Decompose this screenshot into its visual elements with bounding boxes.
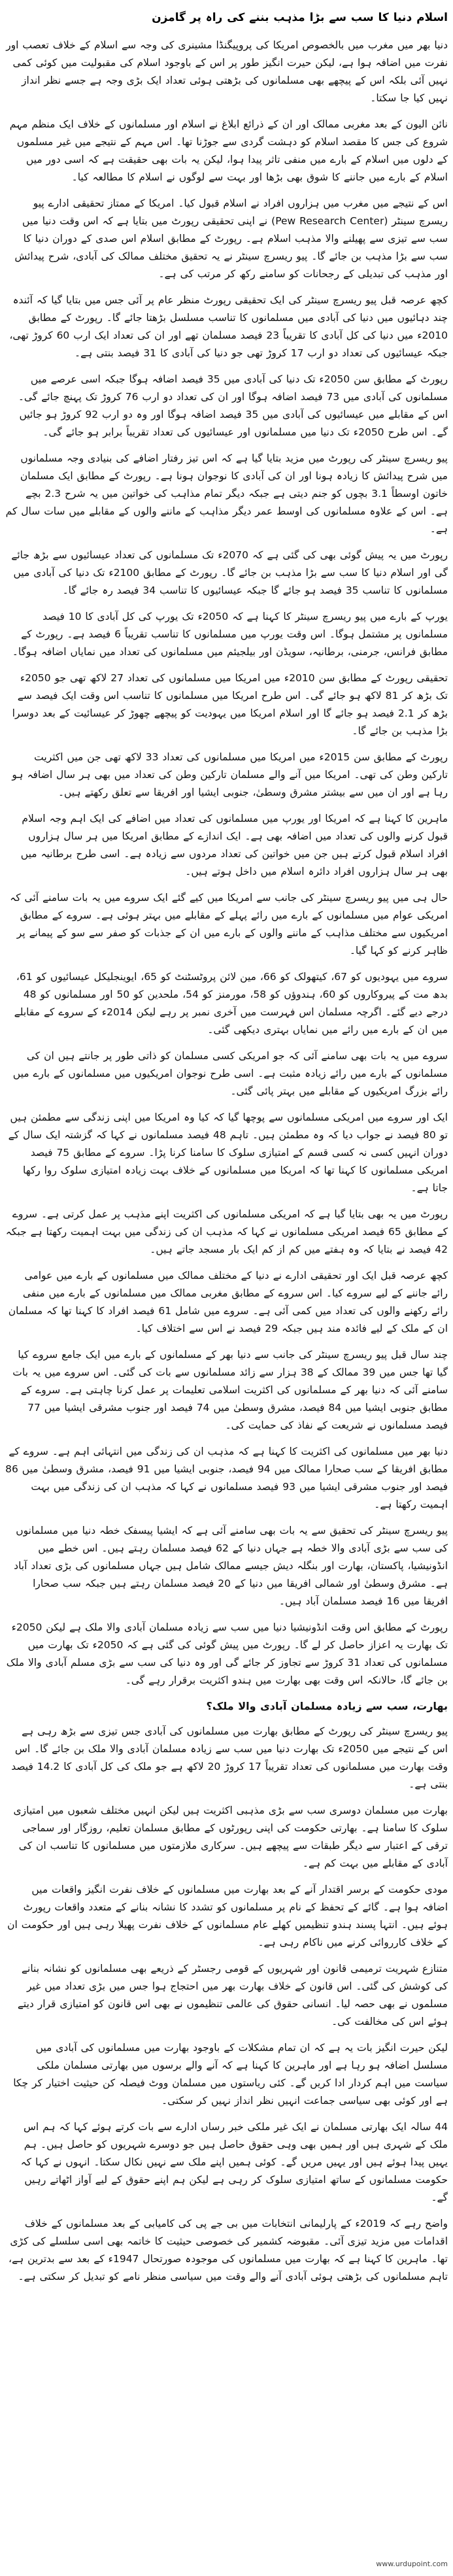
paragraph: حال ہی میں پیو ریسرچ سینٹر کی جانب سے امریکا میں کیے گئے ایک سروے میں یہ بات سامنے آئی کہ امریکی عوام میں مسلمانوں کے بارے میں رائے پہلے کے مقابلے میں بہتر ہوئی ہے۔ سروے کے مطابق امریکیوں سے مختلف مذاہب کے ماننے والوں کے بارے میں ان کے جذبات کو صفر سے سو کے پیمانے پر ظاہر کرنے کو کہا گیا۔ bbox=[10, 892, 448, 957]
paragraph: کچھ عرصہ قبل پیو ریسرچ سینٹر کی ایک تحقیقی رپورٹ منظر عام پر آئی جس میں بتایا گیا کہ آئندہ چند دہائیوں میں دنیا کی آبادی میں مسلمانوں کا تناسب مسلسل بڑھتا جائے گا۔ رپورٹ کے مطابق 2010ء میں دنیا کی کل آبادی کا تقریباً 23 فیصد مسلمان تھے اور ان کی تعداد ایک ارب 60 کروڑ تھی، جبکہ عیسائیوں کی تعداد دو ارب 17 کروڑ تھی جو دنیا کی آبادی کا 31 فیصد بنتی ہے۔ bbox=[9, 294, 448, 359]
paragraph: کچھ عرصہ قبل ایک اور تحقیقی ادارے نے دنیا کے مختلف ممالک میں مسلمانوں کے بارے میں عوامی رائے جاننے کے لیے سروے کیا۔ اس سروے کے مطابق مغربی ممالک میں مسلمانوں کے بارے میں منفی رائے رکھنے والوں کی تعداد میں کمی آئی ہے۔ سروے میں شامل 61 فیصد افراد کا کہنا تھا کہ مسلمان ان کے ملک کے لیے فائدہ مند ہیں جبکہ 29 فیصد نے اس سے اختلاف کیا۔ bbox=[8, 1270, 448, 1334]
paragraph: ماہرین کا کہنا ہے کہ امریکا اور یورپ میں مسلمانوں کی تعداد میں اضافے کی ایک اہم وجہ اسلام قبول کرنے والوں کی تعداد میں اضافہ بھی ہے۔ ایک اندازے کے مطابق امریکا میں ہر سال ہزاروں افراد اسلام قبول کرتے ہیں جن میں خواتین کی تعداد مردوں سے زیادہ ہے۔ اسی طرح برطانیہ میں بھی ہر سال ہزاروں افراد دائرہ اسلام میں داخل ہوتے ہیں۔ bbox=[20, 813, 448, 877]
article-title: اسلام دنیا کا سب سے بڑا مذہب بننے کی راہ پر گامزن bbox=[152, 11, 448, 24]
paragraph: دنیا بھر میں مسلمانوں کی اکثریت کا کہنا ہے کہ مذہب ان کی زندگی میں انتہائی اہم ہے۔ سروے کے مطابق افریقا کے سب صحارا ممالک میں 94 فیصد، جنوبی ایشیا میں 91 فیصد، مشرق وسطیٰ میں 86 فیصد اور جنوب مشرقی ایشیا میں 93 فیصد مسلمانوں نے کہا کہ مذہب ان کی زندگی میں بہت اہمیت رکھتا ہے۔ bbox=[5, 1446, 448, 1510]
paragraph: مودی حکومت کے برسر اقتدار آنے کے بعد بھارت میں مسلمانوں کے خلاف نفرت انگیز واقعات میں اضافہ ہوا ہے۔ گائے کے تحفظ کے نام پر مسلمانوں کو تشدد کا نشانہ بنانے کے متعدد واقعات رپورٹ ہوئے ہیں۔ انتہا پسند ہندو تنظیمیں کھلے عام مسلمانوں کے خلاف نفرت پھیلا رہی ہیں اور حکومت ان کے خلاف کارروائی کرنے میں ناکام رہی ہے۔ bbox=[7, 1884, 448, 1948]
paragraph: سروے میں یہودیوں کو 67، کیتھولک کو 66، مین لائن پروٹسٹنٹ کو 65، ایوینجلیکل عیسائیوں کو 61، بدھ مت کے پیروکاروں کو 60، ہندوؤں کو 58، مورمنز کو 54، ملحدین کو 50 اور مسلمانوں کو 48 درجے دیے گئے۔ اگرچہ مسلمان اس فہرست میں آخری نمبر پر رہے لیکن 2014ء کے سروے کے مقابلے میں ان کے بارے میں رائے میں نمایاں بہتری دیکھی گئی۔ bbox=[14, 971, 448, 1036]
paragraph: تحقیقی رپورٹ کے مطابق سن 2010ء میں امریکا میں مسلمانوں کی تعداد 27 لاکھ تھی جو 2050ء تک بڑھ کر 81 لاکھ ہو جائے گی۔ اس طرح امریکا میں مسلمانوں کا تناسب اس وقت ایک فیصد سے بڑھ کر 2.1 فیصد ہو جائے گا اور اسلام امریکا میں یہودیت کو پیچھے چھوڑ کر عیسائیت کے بعد دوسرا بڑا مذہب بن جائے گا۔ bbox=[12, 672, 448, 737]
paragraph: پیو ریسرچ سینٹر کی تحقیق سے یہ بات بھی سامنے آئی ہے کہ ایشیا پیسفک خطہ دنیا میں مسلمانوں کی سب سے بڑی آبادی والا خطہ ہے جہاں دنیا کے 62 فیصد مسلمان رہتے ہیں۔ اس خطے میں انڈونیشیا، پاکستان، بھارت اور بنگلہ دیش جیسے ممالک شامل ہیں جہاں مسلمانوں کی بڑی تعداد آباد ہے۔ مشرق وسطیٰ اور شمالی افریقا میں دنیا کے 20 فیصد مسلمان رہتے ہیں جبکہ سب صحارا افریقا میں 16 فیصد مسلمان آباد ہیں۔ bbox=[14, 1525, 448, 1607]
paragraph: رپورٹ میں یہ پیش گوئی بھی کی گئی ہے کہ 2070ء تک مسلمانوں کی تعداد عیسائیوں سے بڑھ جائے گی اور اسلام دنیا کا سب سے بڑا مذہب بن جائے گا۔ رپورٹ کے مطابق 2100ء تک دنیا کی آبادی میں مسلمانوں کا تناسب 35 فیصد ہو جائے گا جبکہ عیسائیوں کا تناسب 34 فیصد رہ جائے گا۔ bbox=[11, 549, 448, 596]
paragraph: متنازع شہریت ترمیمی قانون اور شہریوں کے قومی رجسٹر کے ذریعے بھی مسلمانوں کو نشانہ بنانے کی کوشش کی گئی۔ اس قانون کے خلاف بھارت بھر میں احتجاج ہوا جس میں بڑی تعداد میں غیر مسلموں نے بھی حصہ لیا۔ انسانی حقوق کی عالمی تنظیموں نے بھی اس قانون کو امتیازی قرار دیتے ہوئے اس کی مخالفت کی۔ bbox=[17, 1963, 448, 2027]
paragraph: لیکن حیرت انگیز بات یہ ہے کہ ان تمام مشکلات کے باوجود بھارت میں مسلمانوں کی آبادی میں مسلسل اضافہ ہو رہا ہے اور ماہرین کا کہنا ہے کہ آنے والے برسوں میں بھارتی مسلمان ملکی سیاست میں اہم کردار ادا کریں گے۔ کئی ریاستوں میں مسلمان ووٹ فیصلہ کن حیثیت اختیار کر چکا ہے اور کوئی بھی سیاسی جماعت انہیں نظر انداز نہیں کر سکتی۔ bbox=[13, 2042, 448, 2107]
paragraph: پیو ریسرچ سینٹر کی رپورٹ کے مطابق بھارت میں مسلمانوں کی آبادی جس تیزی سے بڑھ رہی ہے اس کے نتیجے میں 2050ء تک بھارت دنیا میں سب سے زیادہ مسلمان آبادی والا ملک بن جائے گا۔ اس وقت بھارت میں مسلمانوں کی تعداد تقریباً 17 کروڑ 20 لاکھ ہے جو ملک کی کل آبادی کا 14.2 فیصد بنتی ہے۔ bbox=[11, 1725, 448, 1790]
paragraph: رپورٹ کے مطابق اس وقت انڈونیشیا دنیا میں سب سے زیادہ مسلمان آبادی والا ملک ہے لیکن 2050ء تک بھارت یہ اعزاز حاصل کر لے گا۔ رپورٹ میں پیش گوئی کی گئی ہے کہ 2050ء تک بھارت میں مسلمانوں کی تعداد 31 کروڑ سے تجاوز کر جائے گی اور وہ دنیا کی سب سے بڑی مسلم آبادی والا ملک بن جائے گا، حالانکہ اس وقت بھی بھارت میں ہندو اکثریت برقرار رہے گی۔ bbox=[6, 1621, 448, 1686]
paragraph: چند سال قبل پیو ریسرچ سینٹر کی جانب سے دنیا بھر کے مسلمانوں کے بارے میں ایک جامع سروے کیا گیا تھا جس میں 39 ممالک کے 38 ہزار سے زائد مسلمانوں سے بات کی گئی۔ اس سروے میں یہ بات سامنے آئی کہ دنیا بھر کے مسلمانوں کی اکثریت اسلامی تعلیمات پر عمل کرنا چاہتی ہے۔ سروے کے مطابق جنوبی ایشیا میں 84 فیصد، مشرق وسطیٰ میں 74 فیصد اور جنوب مشرقی ایشیا میں 77 فیصد مسلمانوں نے شریعت کے نفاذ کی حمایت کی۔ bbox=[12, 1349, 448, 1431]
paragraph: پیو ریسرچ سینٹر کی رپورٹ میں مزید بتایا گیا ہے کہ اس تیز رفتار اضافے کی بنیادی وجہ مسلمانوں میں شرح پیدائش کا زیادہ ہونا اور ان کی آبادی کا نوجوان ہونا ہے۔ رپورٹ کے مطابق ایک مسلمان خاتون اوسطاً 3.1 بچوں کو جنم دیتی ہے جبکہ دیگر تمام مذاہب کی خواتین میں یہ شرح 2.3 بچے ہے۔ اس کے علاوہ مسلمانوں کی اوسط عمر دیگر مذاہب کے ماننے والوں کے مقابلے میں سات سال کم ہے۔ bbox=[5, 452, 448, 535]
paragraph: دنیا بھر میں مغرب میں بالخصوص امریکا کی پروپیگنڈا مشینری کی وجہ سے اسلام کے خلاف تعصب اور نفرت میں اضافہ ہوا ہے، لیکن حیرت انگیز طور پر اس کے باوجود اسلام کی مقبولیت میں کوئی کمی نہیں آئی بلکہ اس کے پیچھے بھی مسلمانوں کی بڑھتی ہوئی تعداد ایک بڑی وجہ ہے جسے نظر انداز نہیں کیا جا سکتا۔ bbox=[6, 39, 448, 104]
paragraph: رپورٹ میں یہ بھی بتایا گیا ہے کہ امریکی مسلمانوں کی اکثریت اپنے مذہب پر عمل کرتی ہے۔ سروے کے مطابق 65 فیصد امریکی مسلمانوں نے کہا کہ مذہب ان کی زندگی میں بہت اہمیت رکھتا ہے جبکہ 42 فیصد نے بتایا کہ وہ ہفتے میں کم از کم ایک بار مسجد جاتے ہیں۔ bbox=[5, 1208, 448, 1255]
paragraph: واضح رہے کہ 2019ء کے پارلیمانی انتخابات میں بی جے پی کی کامیابی کے بعد مسلمانوں کے خلاف اقدامات میں مزید تیزی آئی۔ مقبوضہ کشمیر کی خصوصی حیثیت کا خاتمہ بھی اسی سلسلے کی کڑی تھا۔ ماہرین کا کہنا ہے کہ بھارت میں مسلمانوں کی موجودہ صورتحال 1947ء کے بعد سے بدترین ہے، تاہم مسلمانوں کی بڑھتی ہوئی آبادی آنے والے وقت میں سیاسی منظر نامے کو تبدیل کر سکتی ہے۔ bbox=[8, 2218, 448, 2282]
paragraph: رپورٹ کے مطابق سن 2050ء تک دنیا کی آبادی میں 35 فیصد اضافہ ہوگا جبکہ اسی عرصے میں مسلمانوں کی آبادی میں 73 فیصد اضافہ ہوگا اور ان کی تعداد دو ارب 76 کروڑ تک پہنچ جائے گی۔ اس کے مقابلے میں عیسائیوں کی آبادی میں 35 فیصد اضافہ ہوگا اور وہ دو ارب 92 کروڑ ہو جائیں گے۔ اس طرح 2050ء تک دنیا میں مسلمانوں اور عیسائیوں کی تعداد تقریباً برابر ہو جائے گی۔ bbox=[18, 373, 448, 438]
paragraph: 44 سالہ ایک بھارتی مسلمان نے ایک غیر ملکی خبر رساں ادارے سے بات کرتے ہوئے کہا کہ ہم اس ملک کے شہری ہیں اور ہمیں بھی وہی حقوق حاصل ہیں جو دوسرے شہریوں کو حاصل ہیں۔ ہم یہیں پیدا ہوئے ہیں اور یہیں مریں گے۔ کوئی ہمیں اپنے ملک سے نہیں نکال سکتا۔ انہوں نے کہا کہ حکومت مسلمانوں کے ساتھ امتیازی سلوک کر رہی ہے لیکن ہم اپنے حقوق کے لیے آواز اٹھاتے رہیں گے۔ bbox=[20, 2121, 448, 2203]
source-watermark: www.urdupoint.com bbox=[376, 2560, 448, 2568]
paragraph: نائن الیون کے بعد مغربی ممالک اور ان کے ذرائع ابلاغ نے اسلام اور مسلمانوں کے خلاف ایک منظم مہم شروع کی جس کا مقصد اسلام کو دہشت گردی سے جوڑنا تھا۔ اس مہم کے نتیجے میں غیر مسلموں کے دلوں میں اسلام کے بارے میں منفی تاثر پیدا ہوا، لیکن یہ بات بھی حقیقت ہے کہ اسی دور میں اسلام کے بارے میں جاننے کا شوق بھی بڑھا اور بہت سے لوگوں نے اسلام کا مطالعہ کیا۔ bbox=[9, 118, 448, 183]
section-heading: بھارت، سب سے زیادہ مسلمان آبادی والا ملک؟ bbox=[206, 1700, 448, 1712]
paragraph: سروے میں یہ بات بھی سامنے آئی کہ جو امریکی کسی مسلمان کو ذاتی طور پر جانتے ہیں ان کی مسلمانوں کے بارے میں رائے زیادہ مثبت ہے۔ اسی طرح نوجوان امریکیوں میں مسلمانوں کے بارے میں رائے بزرگ امریکیوں کے مقابلے میں بہتر پائی گئی۔ bbox=[12, 1050, 448, 1097]
paragraph: اس کے نتیجے میں مغرب میں ہزاروں افراد نے اسلام قبول کیا۔ امریکا کے ممتاز تحقیقی ادارے پیو ریسرچ سینٹر (Pew Research Center) نے اپنی تحقیقی رپورٹ میں بتایا ہے کہ اس وقت دنیا میں سب سے تیزی سے پھیلنے والا مذہب اسلام ہے۔ رپورٹ کے مطابق اسلام اس صدی کے دوران دنیا کا سب سے بڑا مذہب بن جائے گا۔ پیو ریسرچ سینٹر نے یہ تحقیق مختلف ممالک کی آبادی، شرح پیدائش اور مذہب کی تبدیلی کے رجحانات کو سامنے رکھ کر مرتب کی ہے۔ bbox=[14, 197, 448, 280]
article bbox=[5, 9, 448, 2286]
paragraph: بھارت میں مسلمان دوسری سب سے بڑی مذہبی اکثریت ہیں لیکن انہیں مختلف شعبوں میں امتیازی سلوک کا سامنا ہے۔ بھارتی حکومت کی اپنی رپورٹوں کے مطابق مسلمان تعلیم، روزگار اور سماجی ترقی کے اعتبار سے دیگر طبقات سے پیچھے ہیں۔ سرکاری ملازمتوں میں مسلمانوں کا تناسب ان کی آبادی کے مقابلے میں بہت کم ہے۔ bbox=[13, 1805, 448, 1869]
paragraph: یورپ کے بارے میں پیو ریسرچ سینٹر کا کہنا ہے کہ 2050ء تک یورپ کی کل آبادی کا 10 فیصد مسلمانوں پر مشتمل ہوگا۔ اس وقت یورپ میں مسلمانوں کا تناسب تقریباً 6 فیصد ہے۔ رپورٹ کے مطابق فرانس، جرمنی، برطانیہ، سویڈن اور بیلجیئم میں مسلمانوں کی تعداد میں نمایاں اضافہ ہوگا۔ bbox=[12, 611, 448, 658]
paragraph: ایک اور سروے میں امریکی مسلمانوں سے پوچھا گیا کہ کیا وہ امریکا میں اپنی زندگی سے مطمئن ہیں تو 80 فیصد نے جواب دیا کہ وہ مطمئن ہیں۔ تاہم 48 فیصد مسلمانوں نے کہا کہ گزشتہ ایک سال کے دوران انہیں کسی نہ کسی قسم کے امتیازی سلوک کا سامنا کرنا پڑا۔ سروے کے مطابق 75 فیصد امریکی مسلمانوں کا کہنا تھا کہ امریکا میں مسلمانوں کے خلاف بہت زیادہ امتیازی سلوک روا رکھا جاتا ہے۔ bbox=[8, 1111, 448, 1194]
paragraph: رپورٹ کے مطابق سن 2015ء میں امریکا میں مسلمانوں کی تعداد 33 لاکھ تھی جن میں اکثریت تارکین وطن کی تھی۔ امریکا میں آنے والے مسلمان تارکین وطن کی تعداد میں بھی ہر سال اضافہ ہو رہا ہے اور ان میں سے بیشتر مشرق وسطیٰ، جنوبی ایشیا اور افریقا سے تعلق رکھتے ہیں۔ bbox=[12, 751, 448, 798]
